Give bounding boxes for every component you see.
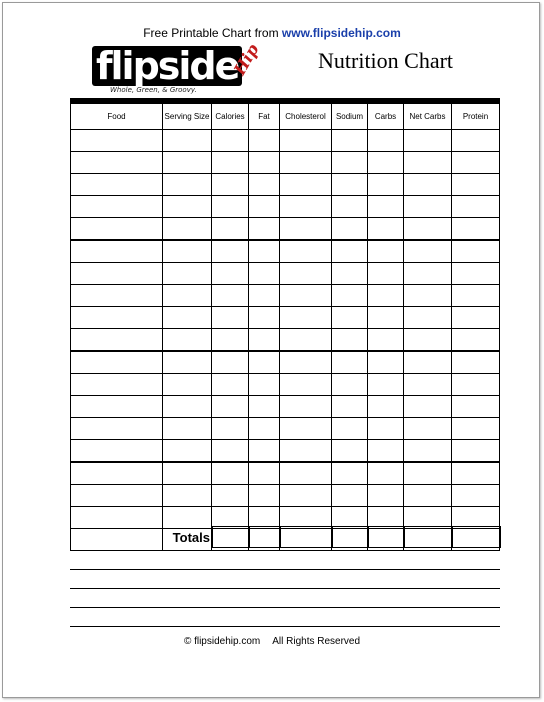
table-row xyxy=(71,218,500,241)
entry-cell[interactable] xyxy=(452,307,500,329)
entry-cell[interactable] xyxy=(71,263,163,285)
entry-cell[interactable] xyxy=(71,329,163,352)
entry-cell[interactable] xyxy=(212,174,249,196)
entry-cell[interactable] xyxy=(332,174,368,196)
entry-cell[interactable] xyxy=(212,396,249,418)
entry-cell[interactable] xyxy=(332,307,368,329)
entry-cell[interactable] xyxy=(332,263,368,285)
entry-cell[interactable] xyxy=(452,462,500,485)
entry-cell[interactable] xyxy=(249,174,280,196)
entry-cell[interactable] xyxy=(249,130,280,152)
entry-cell[interactable] xyxy=(163,196,212,218)
entry-cell[interactable] xyxy=(332,462,368,485)
entry-cell[interactable] xyxy=(212,307,249,329)
footer-rights: All Rights Reserved xyxy=(272,636,361,647)
column-header: Cholesterol xyxy=(280,104,332,130)
entry-cell[interactable] xyxy=(249,396,280,418)
entry-cell[interactable] xyxy=(71,507,163,529)
entry-cell[interactable] xyxy=(212,152,249,174)
entry-cell[interactable] xyxy=(452,485,500,507)
header-line xyxy=(0,26,544,40)
entry-cell[interactable] xyxy=(71,418,163,440)
entry-cell[interactable] xyxy=(368,152,404,174)
entry-cell[interactable] xyxy=(404,307,452,329)
entry-cell[interactable] xyxy=(332,351,368,374)
entry-cell[interactable] xyxy=(212,462,249,485)
entry-cell[interactable] xyxy=(163,130,212,152)
entry-cell[interactable] xyxy=(452,418,500,440)
entry-cell[interactable] xyxy=(452,130,500,152)
entry-cell[interactable] xyxy=(452,196,500,218)
entry-cell[interactable] xyxy=(212,285,249,307)
entry-cell[interactable] xyxy=(212,218,249,241)
entry-cell[interactable] xyxy=(212,485,249,507)
entry-cell[interactable] xyxy=(332,396,368,418)
totals-cell[interactable] xyxy=(250,527,281,548)
table-row xyxy=(71,485,500,507)
column-header: Food xyxy=(71,104,163,130)
entry-cell[interactable] xyxy=(249,374,280,396)
entry-cell[interactable] xyxy=(280,374,332,396)
entry-cell[interactable] xyxy=(332,130,368,152)
entry-cell[interactable] xyxy=(212,418,249,440)
entry-cell[interactable] xyxy=(452,396,500,418)
entry-cell[interactable] xyxy=(280,351,332,374)
entry-cell[interactable] xyxy=(280,240,332,263)
entry-cell[interactable] xyxy=(163,396,212,418)
entry-cell[interactable] xyxy=(452,440,500,463)
entry-cell[interactable] xyxy=(71,130,163,152)
totals-cell[interactable] xyxy=(369,527,405,548)
entry-cell[interactable] xyxy=(71,485,163,507)
entry-cell[interactable] xyxy=(404,396,452,418)
entry-cell[interactable] xyxy=(452,152,500,174)
entry-cell[interactable] xyxy=(332,152,368,174)
entry-cell[interactable] xyxy=(368,263,404,285)
entry-cell[interactable] xyxy=(212,440,249,463)
entry-cell[interactable] xyxy=(332,374,368,396)
entry-cell[interactable] xyxy=(163,307,212,329)
entry-cell[interactable] xyxy=(368,374,404,396)
table-row xyxy=(71,440,500,463)
table-row xyxy=(71,374,500,396)
entry-cell[interactable] xyxy=(368,485,404,507)
entry-cell[interactable] xyxy=(249,329,280,352)
entry-cell[interactable] xyxy=(71,351,163,374)
entry-cell[interactable] xyxy=(280,263,332,285)
entry-cell[interactable] xyxy=(280,174,332,196)
entry-cell[interactable] xyxy=(452,374,500,396)
entry-cell[interactable] xyxy=(280,196,332,218)
entry-cell[interactable] xyxy=(368,218,404,241)
totals-label: Totals xyxy=(172,530,210,545)
entry-cell[interactable] xyxy=(452,351,500,374)
entry-cell[interactable] xyxy=(163,152,212,174)
entry-cell[interactable] xyxy=(280,285,332,307)
table-row xyxy=(71,263,500,285)
entry-cell[interactable] xyxy=(163,174,212,196)
totals-cell[interactable] xyxy=(281,527,333,548)
totals-cell[interactable] xyxy=(333,527,369,548)
page-title: Nutrition Chart xyxy=(318,48,454,73)
note-line[interactable] xyxy=(70,569,500,570)
entry-cell[interactable] xyxy=(332,485,368,507)
table-row xyxy=(71,329,500,352)
entry-cell[interactable] xyxy=(212,351,249,374)
entry-cell[interactable] xyxy=(249,307,280,329)
logo-tagline: Whole, Green, & Groovy. xyxy=(110,86,197,94)
entry-cell[interactable] xyxy=(404,152,452,174)
entry-cell[interactable] xyxy=(280,329,332,352)
entry-cell[interactable] xyxy=(280,152,332,174)
table-row xyxy=(71,196,500,218)
entry-cell[interactable] xyxy=(452,174,500,196)
entry-cell[interactable] xyxy=(212,329,249,352)
entry-cell[interactable] xyxy=(280,130,332,152)
table-row xyxy=(71,152,500,174)
column-header: Sodium xyxy=(332,104,368,130)
entry-cell[interactable] xyxy=(452,240,500,263)
entry-cell[interactable] xyxy=(71,396,163,418)
entry-cell[interactable] xyxy=(404,418,452,440)
entry-cell[interactable] xyxy=(71,462,163,485)
entry-cell[interactable] xyxy=(332,240,368,263)
footer-copyright: © flipsidehip.com xyxy=(183,636,261,647)
entry-cell[interactable] xyxy=(368,396,404,418)
entry-cell[interactable] xyxy=(368,440,404,463)
entry-cell[interactable] xyxy=(71,218,163,241)
entry-cell[interactable] xyxy=(280,485,332,507)
entry-cell[interactable] xyxy=(404,263,452,285)
entry-cell[interactable] xyxy=(280,462,332,485)
logo-accent: Hip xyxy=(229,40,263,79)
entry-cell[interactable] xyxy=(332,329,368,352)
table-row xyxy=(71,351,500,374)
entry-cell[interactable] xyxy=(249,485,280,507)
entry-cell[interactable] xyxy=(404,218,452,241)
column-header: Fat xyxy=(249,104,280,130)
entry-cell[interactable] xyxy=(71,152,163,174)
entry-cell[interactable] xyxy=(404,351,452,374)
entry-cell[interactable] xyxy=(404,329,452,352)
entry-cell[interactable] xyxy=(368,307,404,329)
entry-cell[interactable] xyxy=(71,374,163,396)
table-body xyxy=(71,130,500,551)
entry-cell[interactable] xyxy=(404,130,452,152)
totals-cell[interactable] xyxy=(405,527,453,548)
totals-cell[interactable] xyxy=(453,527,501,548)
entry-cell[interactable] xyxy=(212,374,249,396)
entry-cell[interactable] xyxy=(368,240,404,263)
table-row xyxy=(71,307,500,329)
entry-cell[interactable] xyxy=(368,174,404,196)
entry-cell[interactable] xyxy=(212,240,249,263)
entry-cell[interactable] xyxy=(404,285,452,307)
column-header: Protein xyxy=(452,104,500,130)
entry-cell[interactable] xyxy=(163,507,212,529)
entry-cell[interactable] xyxy=(452,218,500,241)
site-link[interactable]: www.flipsidehip.com xyxy=(281,26,401,40)
column-header: Net Carbs xyxy=(404,104,452,130)
column-header: Carbs xyxy=(368,104,404,130)
entry-cell[interactable] xyxy=(212,263,249,285)
flipside-hip-logo xyxy=(92,40,263,98)
entry-cell[interactable] xyxy=(71,440,163,463)
entry-cell[interactable] xyxy=(404,240,452,263)
entry-cell[interactable] xyxy=(212,130,249,152)
note-line[interactable] xyxy=(70,607,500,608)
note-line[interactable] xyxy=(70,588,500,589)
entry-cell[interactable] xyxy=(249,196,280,218)
totals-row xyxy=(212,526,501,548)
entry-cell[interactable] xyxy=(249,218,280,241)
entry-cell[interactable] xyxy=(163,418,212,440)
entry-cell[interactable] xyxy=(452,263,500,285)
entry-cell[interactable] xyxy=(368,285,404,307)
entry-cell[interactable] xyxy=(71,529,163,551)
entry-cell[interactable] xyxy=(404,462,452,485)
column-header: Serving Size xyxy=(163,104,212,130)
table-row xyxy=(71,240,500,263)
entry-cell[interactable] xyxy=(280,418,332,440)
entry-cell[interactable] xyxy=(163,329,212,352)
entry-cell[interactable] xyxy=(163,351,212,374)
table-row xyxy=(71,285,500,307)
entry-cell[interactable] xyxy=(368,329,404,352)
entry-cell[interactable] xyxy=(368,418,404,440)
entry-cell[interactable] xyxy=(280,307,332,329)
entry-cell[interactable] xyxy=(249,285,280,307)
entry-cell[interactable] xyxy=(404,196,452,218)
entry-cell[interactable] xyxy=(404,374,452,396)
table-row xyxy=(71,396,500,418)
entry-cell[interactable] xyxy=(332,285,368,307)
entry-cell[interactable] xyxy=(163,462,212,485)
table-header-row xyxy=(71,104,500,130)
entry-cell[interactable] xyxy=(404,440,452,463)
entry-cell[interactable] xyxy=(212,196,249,218)
entry-cell[interactable] xyxy=(163,240,212,263)
entry-cell[interactable] xyxy=(249,351,280,374)
entry-cell[interactable] xyxy=(368,351,404,374)
entry-cell[interactable] xyxy=(280,440,332,463)
entry-cell[interactable] xyxy=(71,307,163,329)
entry-cell[interactable] xyxy=(163,485,212,507)
entry-cell[interactable] xyxy=(249,418,280,440)
entry-cell[interactable] xyxy=(249,263,280,285)
entry-cell[interactable] xyxy=(71,196,163,218)
entry-cell[interactable] xyxy=(249,152,280,174)
entry-cell[interactable] xyxy=(71,285,163,307)
table-row xyxy=(71,418,500,440)
entry-cell[interactable] xyxy=(163,285,212,307)
entry-cell[interactable] xyxy=(452,285,500,307)
entry-cell[interactable] xyxy=(332,196,368,218)
entry-cell[interactable] xyxy=(452,329,500,352)
logo-word: flipside xyxy=(92,46,242,86)
footer xyxy=(0,636,544,647)
entry-cell[interactable] xyxy=(404,174,452,196)
entry-cell[interactable] xyxy=(368,196,404,218)
entry-cell[interactable] xyxy=(404,485,452,507)
table-row xyxy=(71,130,500,152)
entry-cell[interactable] xyxy=(163,218,212,241)
entry-cell[interactable] xyxy=(249,462,280,485)
entry-cell[interactable] xyxy=(368,130,404,152)
header-prefix: Free Printable Chart from xyxy=(143,26,282,40)
entry-cell[interactable] xyxy=(71,240,163,263)
entry-cell[interactable] xyxy=(71,174,163,196)
entry-cell[interactable] xyxy=(163,440,212,463)
entry-cell[interactable] xyxy=(163,374,212,396)
table-row xyxy=(71,462,500,485)
entry-cell[interactable] xyxy=(163,263,212,285)
nutrition-table xyxy=(70,103,500,551)
column-header: Calories xyxy=(212,104,249,130)
entry-cell[interactable] xyxy=(368,462,404,485)
entry-cell[interactable] xyxy=(249,440,280,463)
entry-cell[interactable] xyxy=(280,218,332,241)
totals-cell[interactable] xyxy=(213,527,250,548)
entry-cell[interactable] xyxy=(280,396,332,418)
table-row xyxy=(71,174,500,196)
note-line[interactable] xyxy=(70,626,500,627)
entry-cell[interactable] xyxy=(332,218,368,241)
entry-cell[interactable] xyxy=(249,240,280,263)
entry-cell[interactable] xyxy=(332,418,368,440)
entry-cell[interactable] xyxy=(332,440,368,463)
